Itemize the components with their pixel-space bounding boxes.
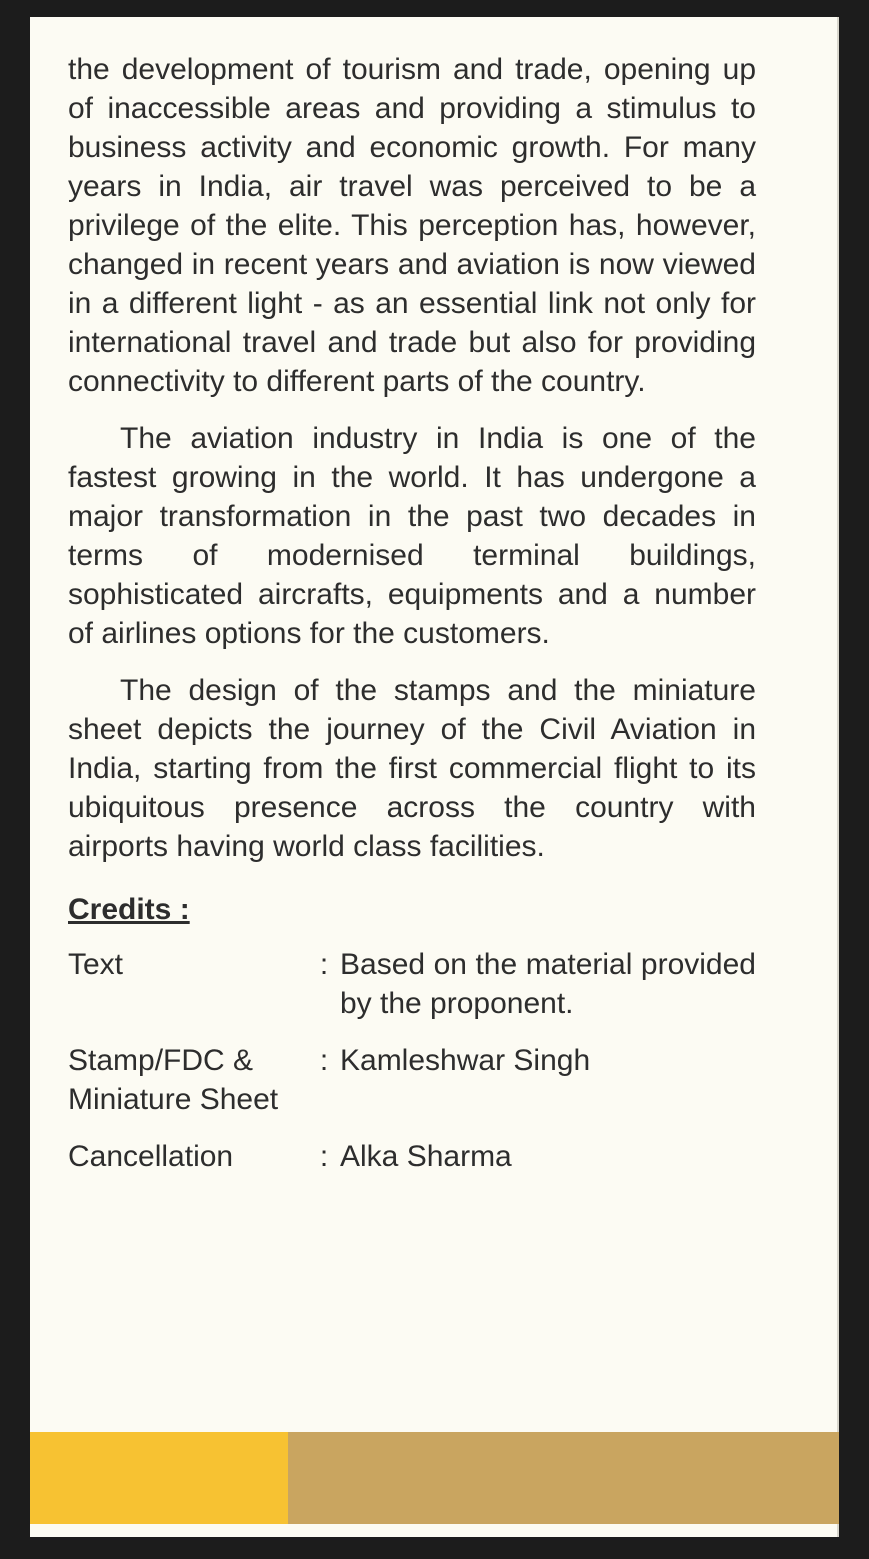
credit-separator: :: [319, 1044, 329, 1077]
credit-label-stamp: [68, 1041, 308, 1119]
credits-table: [68, 945, 756, 1176]
credit-value-cancellation: Alka Sharma: [340, 1140, 512, 1173]
paragraph-2: The aviation industry in India is one of the fastest growing in the world. It has undergone a major transformation in the past two decades in terms of modernised terminal buildings, sophisticated aircrafts, equipments and a number of airlines options for the customers.: [68, 422, 756, 650]
credit-separator: :: [319, 948, 329, 981]
brochure-text: [68, 50, 756, 1176]
credit-label-stamp-line1: Stamp/FDC &: [68, 1044, 254, 1077]
decorative-color-band: [30, 1432, 839, 1524]
credit-separator: :: [319, 1140, 329, 1173]
credit-label-stamp-line2: Miniature Sheet: [68, 1083, 279, 1116]
credit-label-cancellation: Cancellation: [68, 1140, 234, 1173]
credit-value-text: Based on the material provided by the proponent.: [340, 948, 756, 1020]
yellow-band-block: [30, 1432, 288, 1524]
gold-band-block: [288, 1432, 839, 1524]
paragraph-1: the development of tourism and trade, opening up of inaccessible areas and providing a stimulus to business activity and economic growth. For many years in India, air travel was perceived to be a privilege of the elite. This perception has, however, changed in recent years and aviation is now viewed in a different light - as an essential link not only for international travel and trade but also for providing connectivity to different parts of the country.: [68, 53, 756, 398]
credits-heading: Credits :: [68, 893, 190, 926]
credit-label-text: Text: [68, 948, 124, 981]
credit-value-stamp: Kamleshwar Singh: [340, 1044, 591, 1077]
paragraph-3: The design of the stamps and the miniature sheet depicts the journey of the Civil Aviation in India, starting from the first commercial flight to its ubiquitous presence across the country with airports having world class facilities.: [68, 674, 756, 863]
